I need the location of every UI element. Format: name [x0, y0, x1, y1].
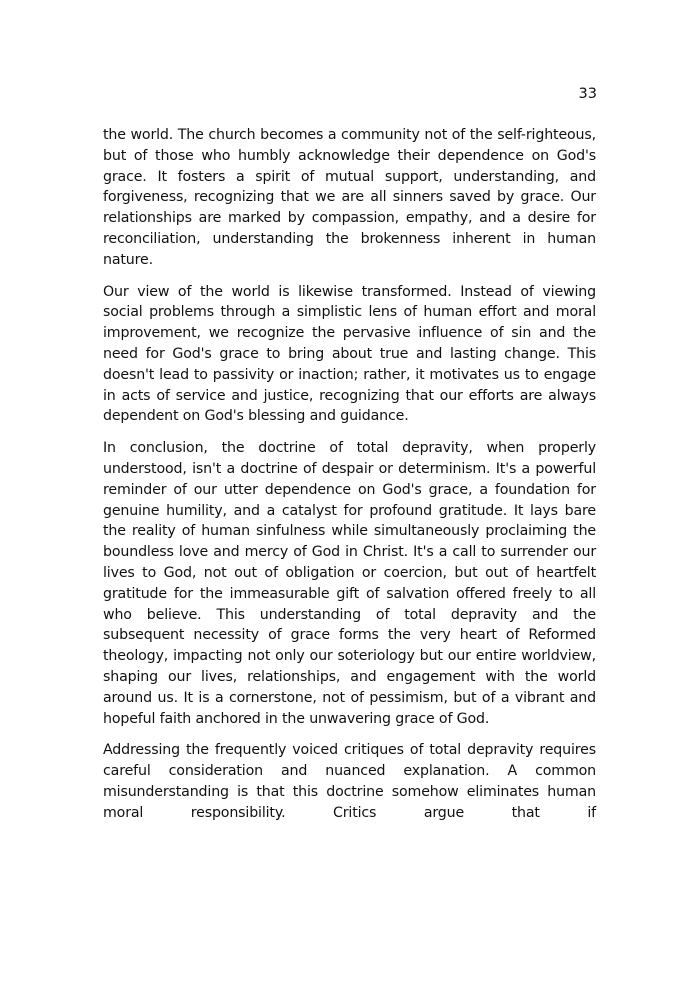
paragraph: the world. The church becomes a community not of the self-righteous, but of those who humbly acknowledge their dependence on God's grace. It fosters a spirit of mutual support, understanding, and forgiveness, recognizing that we are all sinners saved by grace. Our relationships are marked by compassion, empathy, and a desire for reconciliation, understanding the brokenness inherent in human nature.	[103, 127, 596, 268]
paragraph: In conclusion, the doctrine of total depravity, when properly understood, isn't a doctrine of despair or determinism. It's a powerful reminder of our utter dependence on God's grace, a foundation for genuine humility, and a catalyst for profound gratitude. It lays bare the reality of human sinfulness while simultaneously proclaiming the boundless love and mercy of God in Christ. It's a call to surrender our lives to God, not out of obligation or coercion, but out of heartfelt gratitude for the immeasurable gift of salvation offered freely to all who believe. This understanding of total depravity and the subsequent necessity of grace forms the very heart of Reformed theology, impacting not only our soteriology but our entire worldview, shaping our lives, relationships, and engagement with the world around us. It is a cornerstone, not of pessimism, but of a vibrant and hopeful faith anchored in the unwavering grace of God.	[103, 440, 596, 727]
paragraph: Addressing the frequently voiced critiques of total depravity requires careful consideration and nuanced explanation. A common misunderstanding is that this doctrine somehow eliminates human moral responsibility. Critics argue that if	[103, 742, 596, 821]
page-number: 33	[578, 86, 597, 102]
paragraph: Our view of the world is likewise transformed. Instead of viewing social problems through a simplistic lens of human effort and moral improvement, we recognize the pervasive influence of sin and the need for God's grace to bring about true and lasting change. This doesn't lead to passivity or inaction; rather, it motivates us to engage in acts of service and justice, recognizing that our efforts are always dependent on God's blessing and guidance.	[103, 283, 596, 425]
document-body	[103, 125, 596, 835]
